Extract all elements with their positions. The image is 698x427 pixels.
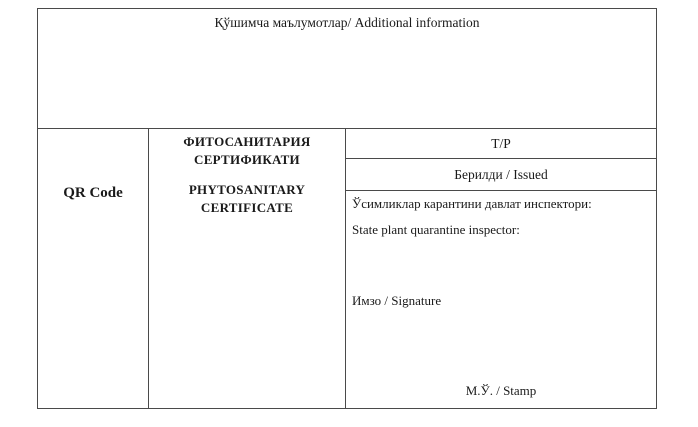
qr-code-label: QR Code bbox=[63, 185, 123, 201]
certificate-title-uz-line2: СЕРТИФИКАТИ bbox=[194, 152, 300, 167]
certificate-title-uz bbox=[149, 133, 345, 169]
issued-cell bbox=[346, 159, 656, 191]
signature-label: Имзо / Signature bbox=[352, 293, 442, 308]
qr-code-cell bbox=[38, 129, 149, 408]
inspector-label-en: State plant quarantine inspector: bbox=[352, 222, 520, 237]
tp-label: Т/Р bbox=[491, 135, 511, 151]
certificate-title-uz-line1: ФИТОСАНИТАРИЯ bbox=[183, 134, 311, 149]
right-column bbox=[346, 129, 656, 408]
certificate-title-en-line2: CERTIFICATE bbox=[200, 200, 294, 215]
issued-label: Берилди / Issued bbox=[454, 166, 548, 182]
inspector-label-uz: Ўсимликлар карантини давлат инспектори: bbox=[352, 196, 592, 211]
additional-info-label: Қўшимча маълумотлар/ Additional information bbox=[214, 15, 480, 30]
tp-cell bbox=[346, 129, 656, 159]
certificate-title-en bbox=[149, 181, 345, 217]
inspector-cell bbox=[346, 191, 656, 408]
certificate-title-en-line1: PHYTOSANITARY bbox=[188, 182, 306, 197]
stamp-label: М.Ў. / Stamp bbox=[465, 383, 537, 398]
certificate-main-row bbox=[38, 129, 656, 408]
certificate-title-cell bbox=[149, 129, 346, 408]
additional-info-cell bbox=[38, 9, 656, 129]
certificate-table bbox=[37, 8, 657, 409]
